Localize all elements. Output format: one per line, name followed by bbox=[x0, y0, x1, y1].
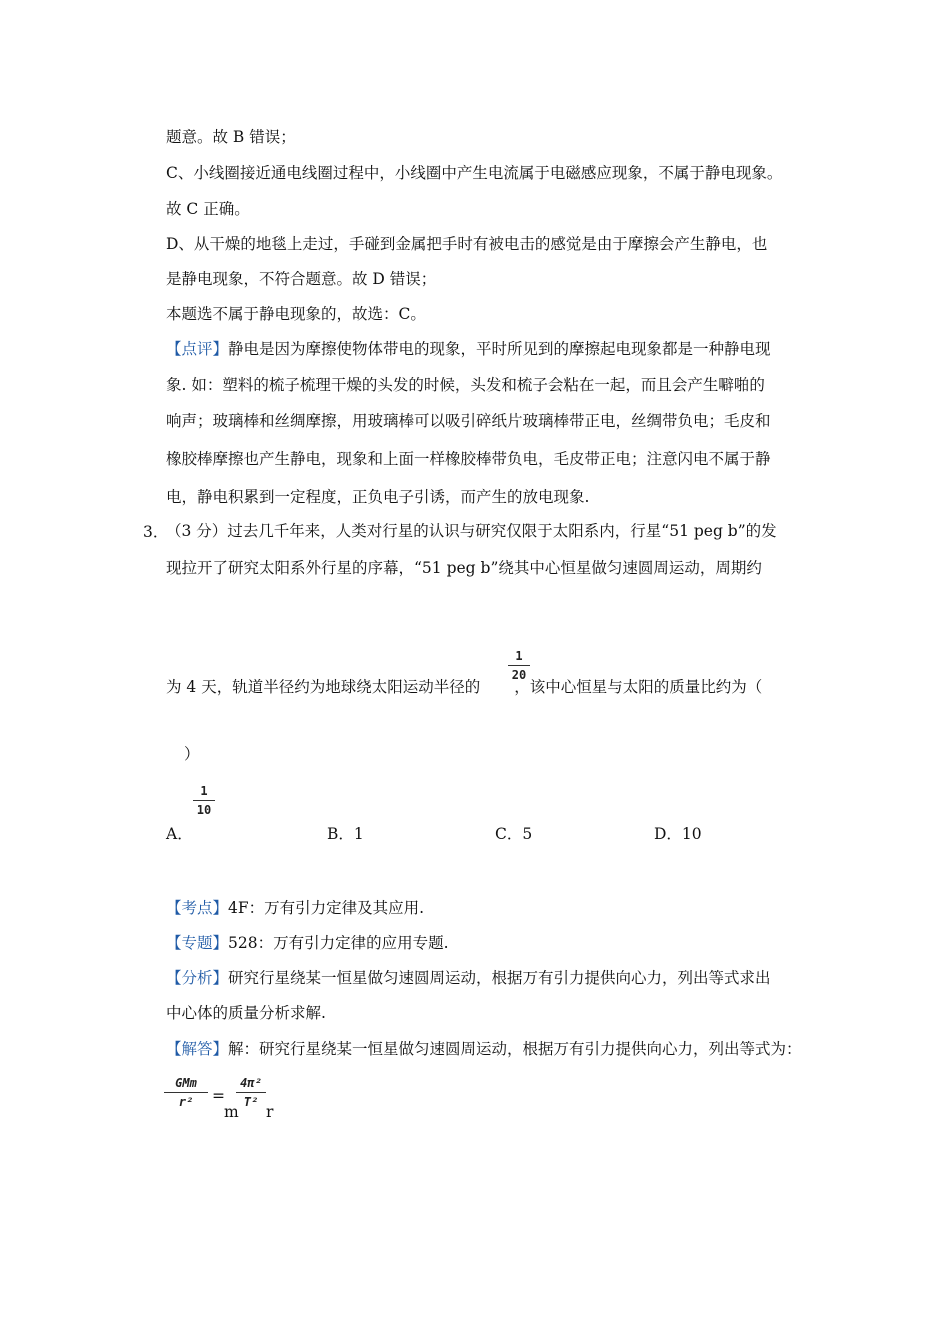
text-line: 题意。故 B 错误； bbox=[166, 128, 296, 146]
text-line: 响声；玻璃棒和丝绸摩擦，用玻璃棒可以吸引碎纸片玻璃棒带正电，丝绸带负电；毛皮和 bbox=[166, 412, 771, 430]
comment-text: 静电是因为摩擦使物体带电的现象，平时所见到的摩擦起电现象都是一种静电现 bbox=[228, 340, 771, 358]
kaodian-line bbox=[166, 897, 424, 919]
formula-lhs-fraction bbox=[164, 1075, 208, 1110]
zhuanti-tag: 【专题】 bbox=[166, 934, 229, 952]
fraction-denominator: 10 bbox=[196, 803, 212, 817]
fraction-bar bbox=[164, 1092, 208, 1093]
jieda-tag: 【解答】 bbox=[166, 1040, 229, 1058]
fraction-bar bbox=[508, 665, 530, 666]
formula-radius: r bbox=[266, 1103, 274, 1121]
fraction-numerator: 1 bbox=[200, 784, 208, 798]
question-text-part: ，该中心恒星与太阳的质量比约为（ bbox=[514, 678, 763, 696]
option-c: C．5 bbox=[495, 825, 533, 843]
formula-numerator: 4π² bbox=[240, 1076, 262, 1090]
formula-mass: m bbox=[224, 1103, 239, 1121]
text-line: D、从干燥的地毯上走过，手碰到金属把手时有被电击的感觉是由于摩擦会产生静电，也 bbox=[166, 235, 768, 253]
fraction-numerator: 1 bbox=[515, 649, 523, 663]
fraction-one-twentieth bbox=[508, 648, 530, 683]
formula-denominator: r² bbox=[178, 1095, 194, 1109]
fraction-bar bbox=[193, 800, 215, 801]
question-number: 3． bbox=[143, 523, 169, 541]
question-text: （3 分）过去几千年来，人类对行星的认识与研究仅限于太阳系内，行星“51 peg b”的发 bbox=[166, 522, 777, 540]
option-a-fraction bbox=[193, 783, 215, 818]
kaodian-text: 4F：万有引力定律及其应用. bbox=[228, 899, 425, 917]
text-line: 电，静电积累到一定程度，正负电子引诱，而产生的放电现象. bbox=[166, 488, 590, 506]
equals-sign: = bbox=[212, 1087, 225, 1105]
fenxi-line bbox=[166, 967, 771, 989]
text-line: 故 C 正确。 bbox=[166, 200, 250, 218]
fraction-bar bbox=[236, 1092, 266, 1093]
question-text bbox=[166, 676, 762, 698]
text-line: 本题选不属于静电现象的，故选：C。 bbox=[166, 305, 426, 323]
option-d: D．10 bbox=[654, 825, 702, 843]
formula-denominator: T² bbox=[243, 1095, 259, 1109]
zhuanti-line bbox=[166, 932, 449, 954]
question-text-part: 为 4 天，轨道半径约为地球绕太阳运动半径的 bbox=[166, 678, 481, 696]
comment-tag: 【点评】 bbox=[166, 340, 229, 358]
formula-rhs-fraction bbox=[236, 1075, 266, 1110]
text-line: 是静电现象，不符合题意。故 D 错误； bbox=[166, 270, 437, 288]
text-line: 橡胶棒摩擦也产生静电，现象和上面一样橡胶棒带负电，毛皮带正电；注意闪电不属于静 bbox=[166, 450, 771, 468]
jieda-text: 解：研究行星绕某一恒星做匀速圆周运动，根据万有引力提供向心力，列出等式为： bbox=[228, 1040, 802, 1058]
option-a: A． bbox=[166, 825, 193, 843]
formula-numerator: GMm bbox=[175, 1076, 197, 1090]
question-text: 现拉开了研究太阳系外行星的序幕，“51 peg b”绕其中心恒星做匀速圆周运动，周期约 bbox=[166, 559, 762, 577]
kaodian-tag: 【考点】 bbox=[166, 899, 229, 917]
zhuanti-text: 528：万有引力定律的应用专题. bbox=[228, 934, 449, 952]
fraction-denominator: 20 bbox=[511, 668, 527, 682]
fenxi-text: 研究行星绕某一恒星做匀速圆周运动，根据万有引力提供向心力，列出等式求出 bbox=[228, 969, 771, 987]
jieda-line bbox=[166, 1038, 802, 1060]
option-b: B．1 bbox=[327, 825, 364, 843]
text-line: 象. 如：塑料的梳子梳理干燥的头发的时候，头发和梳子会粘在一起，而且会产生噼啪的 bbox=[166, 376, 765, 394]
fenxi-tag: 【分析】 bbox=[166, 969, 229, 987]
text-line: C、小线圈接近通电线圈过程中，小线圈中产生电流属于电磁感应现象，不属于静电现象。 bbox=[166, 164, 783, 182]
question-text: ） bbox=[184, 745, 200, 763]
comment-line bbox=[166, 338, 771, 360]
text-line: 中心体的质量分析求解. bbox=[166, 1004, 326, 1022]
